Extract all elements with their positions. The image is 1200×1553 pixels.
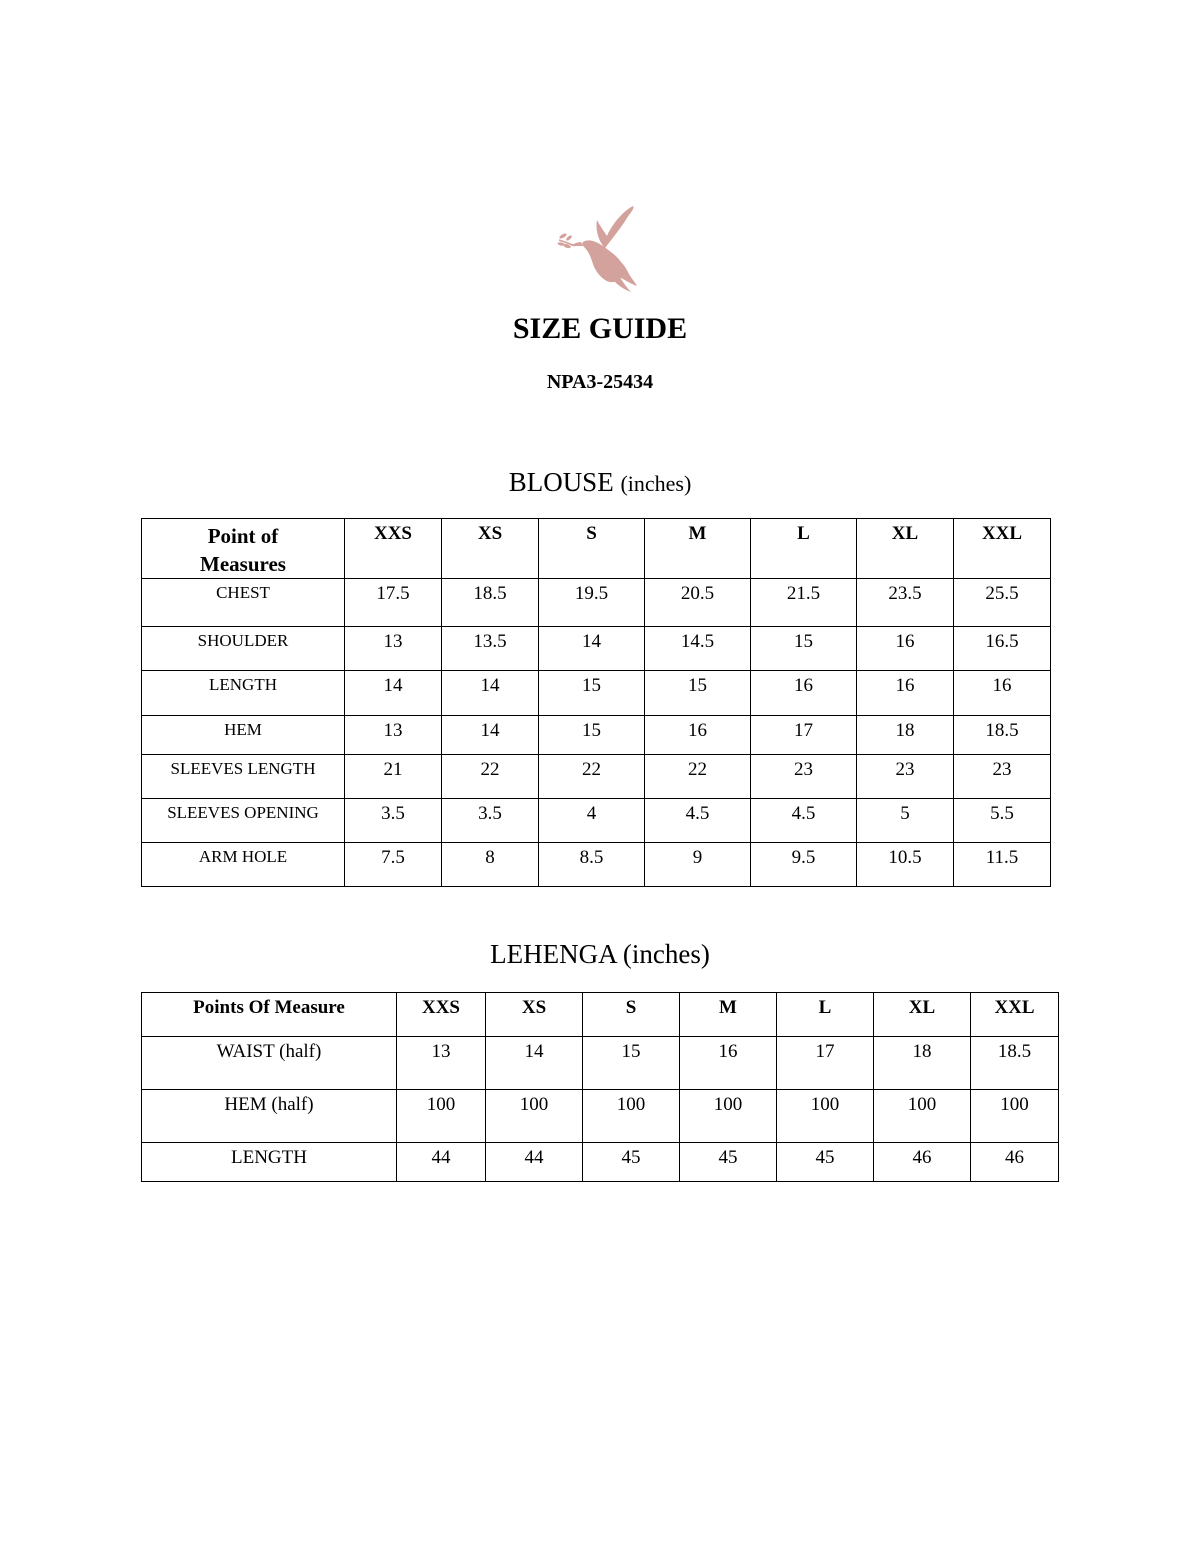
blouse-table-row bbox=[142, 627, 1051, 671]
blouse-measure-cell: 5 bbox=[857, 799, 954, 843]
blouse-size-header: L bbox=[751, 519, 857, 579]
lehenga-size-header: L bbox=[777, 993, 874, 1037]
blouse-row-label: LENGTH bbox=[142, 671, 345, 716]
lehenga-row-label: LENGTH bbox=[142, 1143, 397, 1182]
lehenga-measure-cell: 100 bbox=[680, 1090, 777, 1143]
lehenga-measure-cell: 17 bbox=[777, 1037, 874, 1090]
lehenga-measure-cell: 45 bbox=[583, 1143, 680, 1182]
blouse-measure-cell: 25.5 bbox=[954, 579, 1051, 627]
product-code: NPA3-25434 bbox=[546, 371, 654, 393]
blouse-measure-cell: 20.5 bbox=[645, 579, 751, 627]
blouse-title-text: BLOUSE bbox=[508, 467, 614, 497]
lehenga-size-header: XL bbox=[874, 993, 971, 1037]
blouse-section-title bbox=[0, 467, 1200, 498]
blouse-measure-cell: 13 bbox=[345, 627, 442, 671]
blouse-measure-cell: 3.5 bbox=[345, 799, 442, 843]
lehenga-size-header: XXL bbox=[971, 993, 1059, 1037]
page-title: SIZE GUIDE bbox=[512, 312, 688, 345]
dove-icon bbox=[555, 200, 645, 295]
blouse-size-header: XS bbox=[442, 519, 539, 579]
lehenga-measure-cell: 18.5 bbox=[971, 1037, 1059, 1090]
lehenga-size-header: S bbox=[583, 993, 680, 1037]
lehenga-measure-cell: 100 bbox=[874, 1090, 971, 1143]
blouse-measure-cell: 22 bbox=[539, 755, 645, 799]
blouse-measure-cell: 8 bbox=[442, 843, 539, 887]
blouse-header-label-line2: Measures bbox=[200, 552, 286, 576]
blouse-measure-cell: 7.5 bbox=[345, 843, 442, 887]
blouse-measure-cell: 4 bbox=[539, 799, 645, 843]
blouse-table-row bbox=[142, 755, 1051, 799]
blouse-measure-cell: 13 bbox=[345, 716, 442, 755]
lehenga-measure-cell: 44 bbox=[486, 1143, 583, 1182]
blouse-measure-cell: 11.5 bbox=[954, 843, 1051, 887]
blouse-measure-cell: 18.5 bbox=[954, 716, 1051, 755]
blouse-size-header: M bbox=[645, 519, 751, 579]
blouse-measure-cell: 4.5 bbox=[751, 799, 857, 843]
lehenga-measure-cell: 46 bbox=[971, 1143, 1059, 1182]
lehenga-measure-cell: 100 bbox=[486, 1090, 583, 1143]
blouse-measure-cell: 17.5 bbox=[345, 579, 442, 627]
blouse-measure-cell: 14.5 bbox=[645, 627, 751, 671]
blouse-measure-cell: 16 bbox=[645, 716, 751, 755]
blouse-measure-cell: 19.5 bbox=[539, 579, 645, 627]
lehenga-table-row bbox=[142, 1037, 1059, 1090]
lehenga-measure-cell: 100 bbox=[583, 1090, 680, 1143]
blouse-row-label: ARM HOLE bbox=[142, 843, 345, 887]
lehenga-header-label: Points Of Measure bbox=[142, 993, 397, 1037]
lehenga-measure-cell: 100 bbox=[397, 1090, 486, 1143]
lehenga-header-row bbox=[142, 993, 1059, 1037]
blouse-measure-cell: 14 bbox=[539, 627, 645, 671]
lehenga-measure-cell: 15 bbox=[583, 1037, 680, 1090]
lehenga-measure-cell: 46 bbox=[874, 1143, 971, 1182]
blouse-measure-cell: 21 bbox=[345, 755, 442, 799]
blouse-table-row bbox=[142, 843, 1051, 887]
blouse-size-header: XXS bbox=[345, 519, 442, 579]
lehenga-row-label: WAIST (half) bbox=[142, 1037, 397, 1090]
blouse-row-label: SLEEVES OPENING bbox=[142, 799, 345, 843]
blouse-measure-cell: 18 bbox=[857, 716, 954, 755]
lehenga-measure-cell: 14 bbox=[486, 1037, 583, 1090]
blouse-measure-cell: 23 bbox=[954, 755, 1051, 799]
blouse-measure-cell: 10.5 bbox=[857, 843, 954, 887]
lehenga-size-header: XS bbox=[486, 993, 583, 1037]
blouse-row-label: SLEEVES LENGTH bbox=[142, 755, 345, 799]
blouse-size-header: S bbox=[539, 519, 645, 579]
blouse-measure-cell: 13.5 bbox=[442, 627, 539, 671]
blouse-measure-cell: 15 bbox=[751, 627, 857, 671]
blouse-measure-cell: 15 bbox=[539, 716, 645, 755]
lehenga-measure-cell: 100 bbox=[971, 1090, 1059, 1143]
blouse-table-row bbox=[142, 716, 1051, 755]
blouse-measure-cell: 3.5 bbox=[442, 799, 539, 843]
blouse-measure-cell: 18.5 bbox=[442, 579, 539, 627]
lehenga-table-row bbox=[142, 1090, 1059, 1143]
blouse-measure-cell: 14 bbox=[345, 671, 442, 716]
lehenga-measure-cell: 100 bbox=[777, 1090, 874, 1143]
lehenga-measure-cell: 13 bbox=[397, 1037, 486, 1090]
blouse-unit: (inches) bbox=[620, 471, 692, 496]
blouse-measure-cell: 22 bbox=[645, 755, 751, 799]
lehenga-size-header: XXS bbox=[397, 993, 486, 1037]
blouse-measure-cell: 16 bbox=[857, 627, 954, 671]
blouse-measure-cell: 9.5 bbox=[751, 843, 857, 887]
blouse-measure-cell: 21.5 bbox=[751, 579, 857, 627]
blouse-measure-cell: 16.5 bbox=[954, 627, 1051, 671]
blouse-header-row bbox=[142, 519, 1051, 579]
blouse-measure-cell: 22 bbox=[442, 755, 539, 799]
blouse-measure-cell: 15 bbox=[645, 671, 751, 716]
blouse-measure-cell: 17 bbox=[751, 716, 857, 755]
blouse-measure-cell: 16 bbox=[857, 671, 954, 716]
blouse-measure-cell: 15 bbox=[539, 671, 645, 716]
blouse-table-row bbox=[142, 671, 1051, 716]
blouse-measure-cell: 23 bbox=[857, 755, 954, 799]
lehenga-measure-cell: 18 bbox=[874, 1037, 971, 1090]
lehenga-measure-cell: 16 bbox=[680, 1037, 777, 1090]
blouse-measure-cell: 14 bbox=[442, 671, 539, 716]
blouse-measure-cell: 16 bbox=[751, 671, 857, 716]
blouse-row-label: HEM bbox=[142, 716, 345, 755]
blouse-table-row bbox=[142, 579, 1051, 627]
blouse-size-table bbox=[141, 518, 1051, 887]
lehenga-measure-cell: 45 bbox=[777, 1143, 874, 1182]
blouse-measure-cell: 8.5 bbox=[539, 843, 645, 887]
blouse-measure-cell: 5.5 bbox=[954, 799, 1051, 843]
blouse-measure-cell: 9 bbox=[645, 843, 751, 887]
lehenga-title-text: LEHENGA bbox=[490, 939, 617, 969]
blouse-measure-cell: 23.5 bbox=[857, 579, 954, 627]
blouse-measure-cell: 4.5 bbox=[645, 799, 751, 843]
blouse-table-row bbox=[142, 799, 1051, 843]
lehenga-measure-cell: 44 bbox=[397, 1143, 486, 1182]
blouse-row-label: SHOULDER bbox=[142, 627, 345, 671]
blouse-measure-cell: 14 bbox=[442, 716, 539, 755]
lehenga-measure-cell: 45 bbox=[680, 1143, 777, 1182]
blouse-measure-cell: 23 bbox=[751, 755, 857, 799]
blouse-size-header: XXL bbox=[954, 519, 1051, 579]
lehenga-size-table bbox=[141, 992, 1059, 1182]
lehenga-unit: (inches) bbox=[622, 939, 710, 969]
lehenga-row-label: HEM (half) bbox=[142, 1090, 397, 1143]
blouse-size-header: XL bbox=[857, 519, 954, 579]
lehenga-table-row bbox=[142, 1143, 1059, 1182]
lehenga-section-title bbox=[0, 939, 1200, 970]
blouse-header-label-line1: Point of bbox=[207, 524, 279, 548]
blouse-header-label bbox=[142, 519, 345, 579]
blouse-row-label: CHEST bbox=[142, 579, 345, 627]
lehenga-size-header: M bbox=[680, 993, 777, 1037]
blouse-measure-cell: 16 bbox=[954, 671, 1051, 716]
